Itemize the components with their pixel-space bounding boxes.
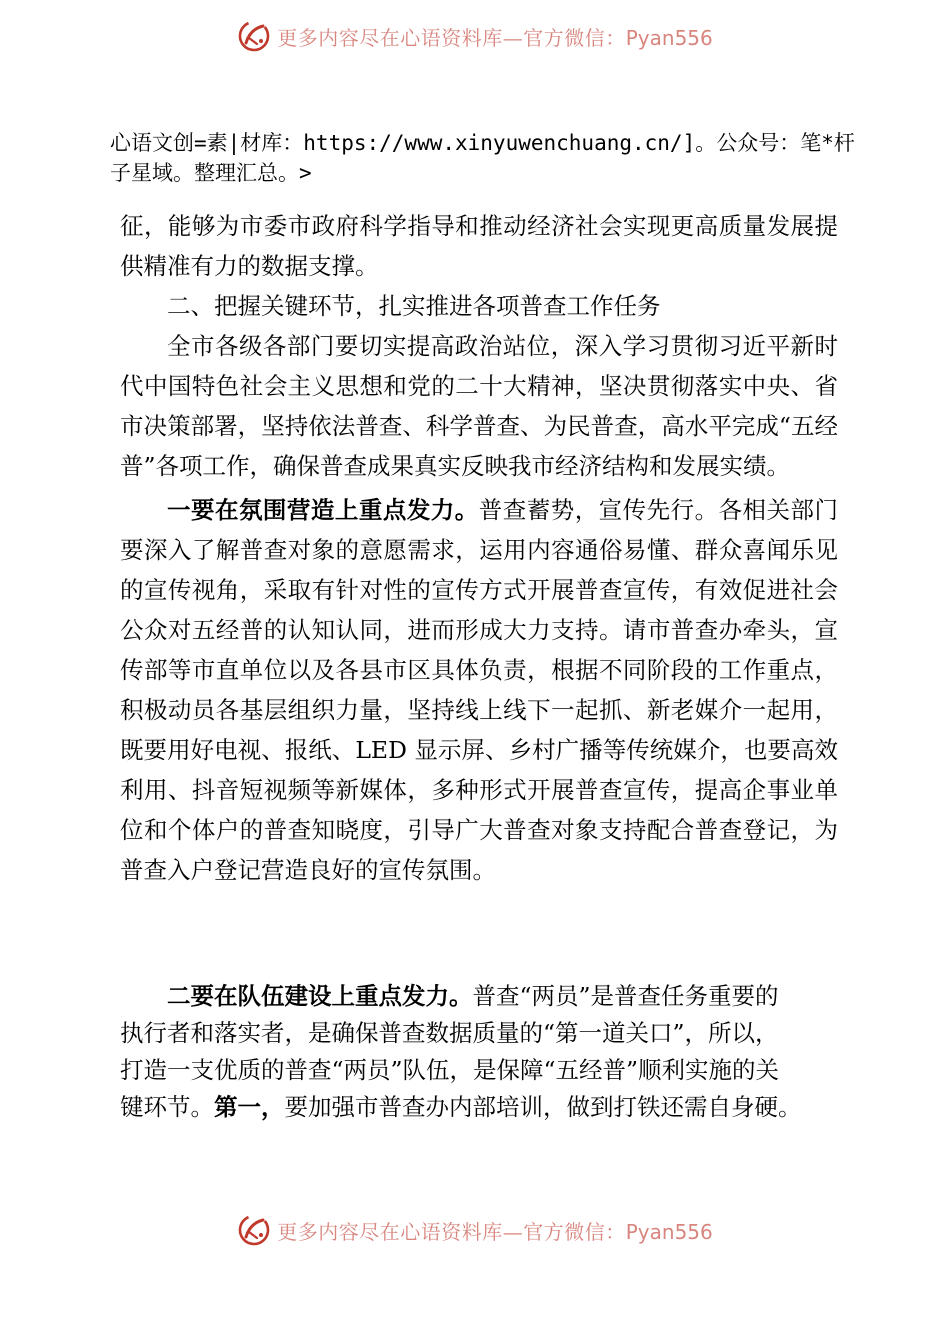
section-heading: 二、把握关键环节，扎实推进各项普查工作任务 (167, 292, 661, 320)
tail-line-4 (120, 1089, 820, 1126)
tail-line-1 (120, 978, 820, 1015)
header-banner (0, 14, 950, 58)
wechat-id: Pyan556 (625, 1219, 713, 1244)
paragraph-atmosphere (120, 490, 838, 890)
paragraph-lead: 一要在氛围营造上重点发力。 (167, 496, 479, 524)
paragraph-text: 要加强市普查办内部培训，做到打铁还需自身硬。 (284, 1093, 802, 1121)
tail-line-2: 执行者和落实者，是确保普查数据质量的“第一道关口”，所以， (120, 1019, 779, 1047)
document-body (120, 206, 838, 890)
paragraph-overview: 全市各级各部门要切实提高政治站位，深入学习贯彻习近平新时代中国特色社会主义思想和党的二十大精神，坚决贯彻落实中央、省市决策部署，坚持依法普查、科学普查、为民普查，高水平完成“五经普”各项工作，确保普查成果真实反映我市经济结构和发展实绩。 (120, 332, 838, 480)
calligraphy-logo-icon (237, 19, 271, 53)
footer-banner (0, 1208, 950, 1252)
bold-marker: 第一， (214, 1093, 285, 1121)
banner-text: 更多内容尽在心语资料库—官方微信：Pyan556 (277, 25, 713, 50)
tail-line-3: 打造一支优质的普查“两员”队伍，是保障“五经普”顺利实施的关 (120, 1056, 780, 1084)
source-note: 心语文创=素|材库：https://www.xinyuwenchuang.cn/]。公众号：笔*杆子星域。整理汇总。> (110, 131, 855, 185)
calligraphy-logo-icon (237, 1213, 271, 1247)
paragraph-text: 普查蓄势，宣传先行。各相关部门要深入了解普查对象的意愿需求，运用内容通俗易懂、群众喜闻乐见的宣传视角，采取有针对性的宣传方式开展普查宣传，有效促进社会公众对五经普的认知认同，进而形成大力支持。请市普查办牵头，宣传部等市直单位以及各县市区具体负责，根据不同阶段的工作重点，积极动员各基层组织力量，坚持线上线下一起抓、新老媒介一起用，既要用好电视、报纸、LED 显示屏、乡村广播等传统媒介，也要高效利用、抖音短视频等新媒体，多种形式开展普查宣传，提高企事业单位和个体户的普查知晓度，引导广大普查对象支持配合普查登记，为普查入户登记营造良好的宣传氛围。 (120, 496, 839, 884)
paragraph-team-building (120, 978, 820, 1126)
paragraph-text: 键环节。 (120, 1093, 214, 1121)
paragraph-lead: 二要在队伍建设上重点发力。 (167, 982, 473, 1010)
paragraph-text: 普查“两员”是普查任务重要的 (472, 982, 779, 1010)
wechat-id: Pyan556 (625, 25, 713, 50)
banner-text: 更多内容尽在心语资料库—官方微信：Pyan556 (277, 1219, 713, 1244)
paragraph-continuation: 征，能够为市委市政府科学指导和推动经济社会实现更高质量发展提供精准有力的数据支撑。 (120, 212, 838, 280)
